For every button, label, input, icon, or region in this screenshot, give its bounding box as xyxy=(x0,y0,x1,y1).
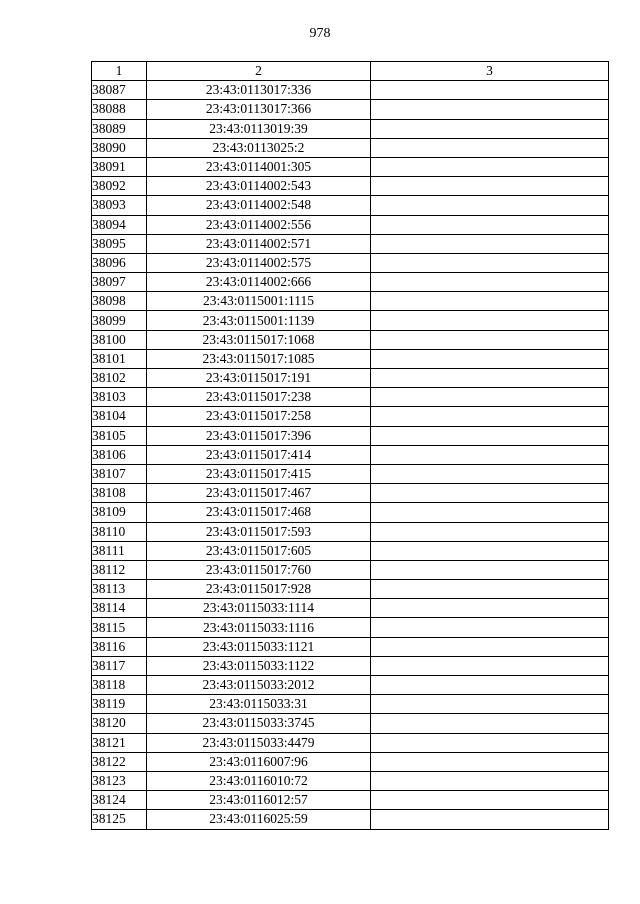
row-number-cell: 38122 xyxy=(92,752,147,771)
row-number-cell: 38119 xyxy=(92,695,147,714)
table-row xyxy=(92,695,609,714)
table-row xyxy=(92,771,609,790)
column-header-3: 3 xyxy=(371,62,609,81)
note-cell xyxy=(371,560,609,579)
row-number-cell: 38091 xyxy=(92,157,147,176)
cadastral-number-cell: 23:43:0115017:605 xyxy=(147,541,371,560)
table-row xyxy=(92,733,609,752)
table-row xyxy=(92,196,609,215)
note-cell xyxy=(371,484,609,503)
row-number-cell: 38109 xyxy=(92,503,147,522)
note-cell xyxy=(371,503,609,522)
table-row xyxy=(92,752,609,771)
row-number-cell: 38098 xyxy=(92,292,147,311)
page-number: 978 xyxy=(309,26,331,41)
table-row xyxy=(92,253,609,272)
note-cell xyxy=(371,426,609,445)
note-cell xyxy=(371,810,609,829)
cadastral-number-cell: 23:43:0115001:1115 xyxy=(147,292,371,311)
table-row xyxy=(92,388,609,407)
row-number-cell: 38111 xyxy=(92,541,147,560)
table-row xyxy=(92,810,609,829)
note-cell xyxy=(371,541,609,560)
cadastral-number-cell: 23:43:0114002:548 xyxy=(147,196,371,215)
table-row xyxy=(92,138,609,157)
table-body xyxy=(92,81,609,829)
table-row xyxy=(92,503,609,522)
table-row xyxy=(92,426,609,445)
cadastral-number-cell: 23:43:0115017:1068 xyxy=(147,330,371,349)
table-row xyxy=(92,580,609,599)
cadastral-number-cell: 23:43:0114002:571 xyxy=(147,234,371,253)
cadastral-number-cell: 23:43:0115017:1085 xyxy=(147,349,371,368)
row-number-cell: 38090 xyxy=(92,138,147,157)
row-number-cell: 38089 xyxy=(92,119,147,138)
cadastral-number-cell: 23:43:0115017:468 xyxy=(147,503,371,522)
row-number-cell: 38123 xyxy=(92,771,147,790)
row-number-cell: 38108 xyxy=(92,484,147,503)
table-row xyxy=(92,637,609,656)
table-row xyxy=(92,714,609,733)
table-row xyxy=(92,445,609,464)
row-number-cell: 38092 xyxy=(92,177,147,196)
table-row xyxy=(92,119,609,138)
table-row xyxy=(92,330,609,349)
table-row xyxy=(92,541,609,560)
note-cell xyxy=(371,388,609,407)
table-row xyxy=(92,234,609,253)
cadastral-number-cell: 23:43:0115033:3745 xyxy=(147,714,371,733)
cadastral-number-cell: 23:43:0115033:4479 xyxy=(147,733,371,752)
cadastral-number-cell: 23:43:0113025:2 xyxy=(147,138,371,157)
table-row xyxy=(92,618,609,637)
row-number-cell: 38087 xyxy=(92,81,147,100)
note-cell xyxy=(371,714,609,733)
row-number-cell: 38101 xyxy=(92,349,147,368)
row-number-cell: 38110 xyxy=(92,522,147,541)
cadastral-number-cell: 23:43:0115017:238 xyxy=(147,388,371,407)
row-number-cell: 38103 xyxy=(92,388,147,407)
cadastral-number-cell: 23:43:0113017:336 xyxy=(147,81,371,100)
note-cell xyxy=(371,676,609,695)
note-cell xyxy=(371,580,609,599)
note-cell xyxy=(371,119,609,138)
cadastral-number-cell: 23:43:0116010:72 xyxy=(147,771,371,790)
row-number-cell: 38106 xyxy=(92,445,147,464)
cadastral-number-cell: 23:43:0115017:928 xyxy=(147,580,371,599)
table-row xyxy=(92,791,609,810)
cadastral-number-cell: 23:43:0115017:415 xyxy=(147,464,371,483)
table-row xyxy=(92,177,609,196)
note-cell xyxy=(371,215,609,234)
row-number-cell: 38113 xyxy=(92,580,147,599)
cadastral-number-cell: 23:43:0115017:396 xyxy=(147,426,371,445)
cadastral-number-cell: 23:43:0115017:760 xyxy=(147,560,371,579)
cadastral-number-cell: 23:43:0115017:593 xyxy=(147,522,371,541)
cadastral-number-cell: 23:43:0115017:414 xyxy=(147,445,371,464)
note-cell xyxy=(371,522,609,541)
cadastral-number-cell: 23:43:0113019:39 xyxy=(147,119,371,138)
note-cell xyxy=(371,253,609,272)
cadastral-number-cell: 23:43:0115033:1122 xyxy=(147,656,371,675)
note-cell xyxy=(371,138,609,157)
table-row xyxy=(92,273,609,292)
table-row xyxy=(92,215,609,234)
note-cell xyxy=(371,733,609,752)
cadastral-number-cell: 23:43:0114002:543 xyxy=(147,177,371,196)
cadastral-number-cell: 23:43:0114001:305 xyxy=(147,157,371,176)
row-number-cell: 38104 xyxy=(92,407,147,426)
row-number-cell: 38100 xyxy=(92,330,147,349)
table-row xyxy=(92,484,609,503)
note-cell xyxy=(371,791,609,810)
note-cell xyxy=(371,100,609,119)
note-cell xyxy=(371,81,609,100)
note-cell xyxy=(371,157,609,176)
row-number-cell: 38125 xyxy=(92,810,147,829)
note-cell xyxy=(371,349,609,368)
cadastral-number-cell: 23:43:0115017:191 xyxy=(147,369,371,388)
row-number-cell: 38124 xyxy=(92,791,147,810)
cadastral-number-cell: 23:43:0116007:96 xyxy=(147,752,371,771)
cadastral-number-cell: 23:43:0114002:575 xyxy=(147,253,371,272)
row-number-cell: 38115 xyxy=(92,618,147,637)
cadastral-number-cell: 23:43:0116012:57 xyxy=(147,791,371,810)
cadastral-number-cell: 23:43:0115033:1116 xyxy=(147,618,371,637)
row-number-cell: 38107 xyxy=(92,464,147,483)
note-cell xyxy=(371,330,609,349)
table-row xyxy=(92,676,609,695)
note-cell xyxy=(371,637,609,656)
table-row xyxy=(92,157,609,176)
table-row xyxy=(92,599,609,618)
row-number-cell: 38121 xyxy=(92,733,147,752)
note-cell xyxy=(371,311,609,330)
note-cell xyxy=(371,196,609,215)
table-row xyxy=(92,100,609,119)
row-number-cell: 38099 xyxy=(92,311,147,330)
table-row xyxy=(92,522,609,541)
row-number-cell: 38112 xyxy=(92,560,147,579)
note-cell xyxy=(371,369,609,388)
column-header-2: 2 xyxy=(147,62,371,81)
row-number-cell: 38118 xyxy=(92,676,147,695)
table-row xyxy=(92,311,609,330)
row-number-cell: 38102 xyxy=(92,369,147,388)
registry-table xyxy=(91,61,609,830)
note-cell xyxy=(371,771,609,790)
note-cell xyxy=(371,292,609,311)
cadastral-number-cell: 23:43:0115033:1121 xyxy=(147,637,371,656)
row-number-cell: 38094 xyxy=(92,215,147,234)
row-number-cell: 38117 xyxy=(92,656,147,675)
table-header-row xyxy=(92,62,609,81)
row-number-cell: 38120 xyxy=(92,714,147,733)
table-row xyxy=(92,369,609,388)
note-cell xyxy=(371,273,609,292)
cadastral-number-cell: 23:43:0114002:556 xyxy=(147,215,371,234)
table-row xyxy=(92,464,609,483)
note-cell xyxy=(371,464,609,483)
note-cell xyxy=(371,752,609,771)
cadastral-number-cell: 23:43:0114002:666 xyxy=(147,273,371,292)
row-number-cell: 38093 xyxy=(92,196,147,215)
note-cell xyxy=(371,656,609,675)
table-row xyxy=(92,656,609,675)
table-row xyxy=(92,560,609,579)
note-cell xyxy=(371,407,609,426)
row-number-cell: 38116 xyxy=(92,637,147,656)
cadastral-number-cell: 23:43:0115033:2012 xyxy=(147,676,371,695)
row-number-cell: 38096 xyxy=(92,253,147,272)
cadastral-number-cell: 23:43:0113017:366 xyxy=(147,100,371,119)
table-row xyxy=(92,407,609,426)
note-cell xyxy=(371,445,609,464)
cadastral-number-cell: 23:43:0115001:1139 xyxy=(147,311,371,330)
column-header-1: 1 xyxy=(92,62,147,81)
row-number-cell: 38105 xyxy=(92,426,147,445)
cadastral-number-cell: 23:43:0115017:258 xyxy=(147,407,371,426)
note-cell xyxy=(371,695,609,714)
row-number-cell: 38114 xyxy=(92,599,147,618)
row-number-cell: 38088 xyxy=(92,100,147,119)
note-cell xyxy=(371,177,609,196)
row-number-cell: 38097 xyxy=(92,273,147,292)
cadastral-number-cell: 23:43:0115033:1114 xyxy=(147,599,371,618)
table-row xyxy=(92,292,609,311)
note-cell xyxy=(371,234,609,253)
cadastral-number-cell: 23:43:0115017:467 xyxy=(147,484,371,503)
cadastral-number-cell: 23:43:0116025:59 xyxy=(147,810,371,829)
row-number-cell: 38095 xyxy=(92,234,147,253)
note-cell xyxy=(371,618,609,637)
table-row xyxy=(92,81,609,100)
cadastral-number-cell: 23:43:0115033:31 xyxy=(147,695,371,714)
note-cell xyxy=(371,599,609,618)
table-row xyxy=(92,349,609,368)
